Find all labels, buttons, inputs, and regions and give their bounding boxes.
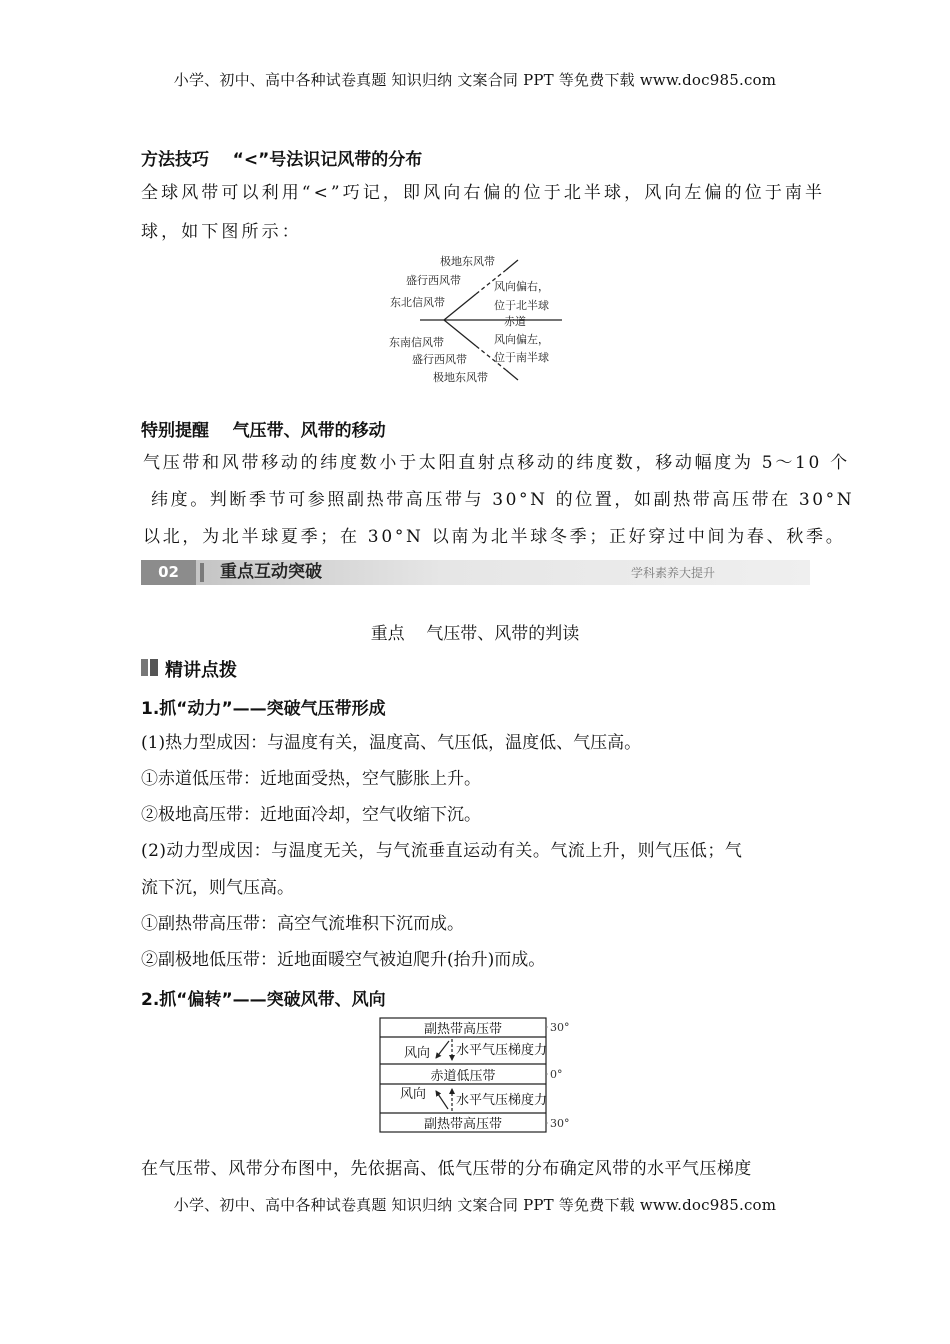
- label-pgf-s: 水平气压梯度力: [456, 1093, 548, 1108]
- lat-top: 30°: [550, 1021, 570, 1034]
- body-line-4: (2)动力型成因：与温度无关，与气流垂直运动有关。气流上升，则气压低；气: [141, 841, 743, 861]
- wind-belt-mnemonic-diagram: [380, 248, 580, 390]
- polar-east-s-line: [506, 370, 518, 380]
- body-line-1: (1)热力型成因：与温度有关，温度高、气压低，温度低、气压高。: [141, 733, 642, 753]
- subhead-title: 精讲点拨: [165, 660, 237, 681]
- label-left-note-1: 风向偏左，: [494, 333, 549, 346]
- section-title: 重点互动突破: [220, 562, 322, 582]
- pressure-belt-diagram: [376, 1016, 576, 1138]
- section-divider: [200, 563, 204, 582]
- label-left-note-2: 位于南半球: [494, 351, 549, 364]
- heading-1: 1.抓“动力”——突破气压带形成: [141, 699, 386, 719]
- label-polar-east-n: 极地东风带: [440, 255, 495, 268]
- method-title: 方法技巧 “<”号法识记风带的分布: [141, 150, 423, 170]
- label-ne-trade: 东北信风带: [390, 296, 445, 309]
- label-westerly-s: 盛行西风带: [412, 353, 467, 366]
- page-footer: 小学、初中、高中各种试卷真题 知识归纳 文案合同 PPT 等免费下载 www.doc985.com: [173, 1196, 777, 1214]
- page-header: 小学、初中、高中各种试卷真题 知识归纳 文案合同 PPT 等免费下载 www.doc985.com: [173, 71, 777, 89]
- polar-east-n-line: [506, 260, 518, 270]
- key-point-title: 重点 气压带、风带的判读: [370, 624, 580, 644]
- heading-2: 2.抓“偏转”——突破风带、风向: [141, 990, 386, 1010]
- body-line-6: ①副热带高压带：高空气流堆积下沉而成。: [141, 914, 464, 934]
- label-wind-dir-n: 风向: [404, 1046, 431, 1061]
- row-equatorial-low: 赤道低压带: [430, 1069, 496, 1084]
- label-se-trade: 东南信风带: [389, 336, 444, 349]
- label-right-note-2: 位于北半球: [494, 299, 549, 312]
- body-last-line: 在气压带、风带分布图中，先依据高、低气压带的分布确定风带的水平气压梯度: [141, 1159, 752, 1179]
- body-line-7: ②副极地低压带：近地面暖空气被迫爬升(抬升)而成。: [141, 950, 546, 970]
- lat-bot: 30°: [550, 1117, 570, 1130]
- se-trade-line: [444, 320, 476, 346]
- label-wind-dir-s: 风向: [400, 1087, 427, 1102]
- row-subtropical-high-n: 副热带高压带: [423, 1022, 503, 1037]
- label-polar-east-s: 极地东风带: [433, 371, 488, 384]
- ne-trade-line: [444, 294, 476, 320]
- lat-mid: 0°: [550, 1068, 563, 1081]
- method-line-2: 球，如下图所示：: [141, 222, 302, 242]
- label-right-note-1: 风向偏右，: [494, 280, 549, 293]
- body-line-3: ②极地高压带：近地面冷却，空气收缩下沉。: [141, 805, 481, 825]
- section-subtitle: 学科素养大提升: [630, 566, 715, 580]
- row-subtropical-high-s: 副热带高压带: [423, 1117, 503, 1132]
- subhead-icon: [141, 659, 158, 676]
- label-pgf-n: 水平气压梯度力: [456, 1043, 548, 1058]
- body-line-2: ①赤道低压带：近地面受热，空气膨胀上升。: [141, 769, 481, 789]
- section-banner: [141, 560, 810, 585]
- label-westerly-n: 盛行西风带: [406, 274, 461, 287]
- reminder-line-1: 气压带和风带移动的纬度数小于太阳直射点移动的纬度数，移动幅度为 5～10 个: [143, 453, 850, 473]
- body-line-5: 流下沉，则气压高。: [141, 878, 294, 898]
- reminder-line-3: 以北，为北半球夏季；在 30°N 以南为北半球冬季；正好穿过中间为春、秋季。: [143, 527, 846, 547]
- reminder-line-2: 纬度。判断季节可参照副热带高压带与 30°N 的位置，如副热带高压带在 30°N: [151, 490, 855, 510]
- section-number: 02: [141, 560, 196, 585]
- label-equator: 赤道: [504, 315, 526, 328]
- reminder-title: 特别提醒 气压带、风带的移动: [141, 421, 386, 441]
- method-line-1: 全球风带可以利用“<”巧记，即风向右偏的位于北半球，风向左偏的位于南半: [141, 183, 826, 203]
